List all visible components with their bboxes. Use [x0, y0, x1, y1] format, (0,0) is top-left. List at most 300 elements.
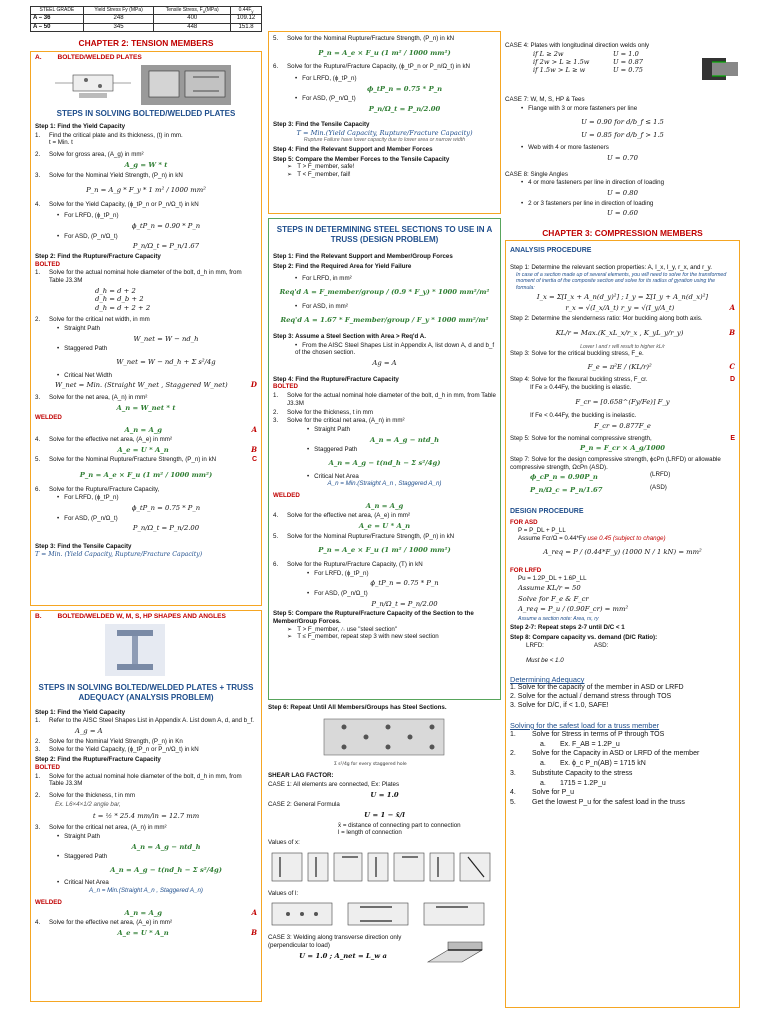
- bullet: • For ASD, (P_n/Ω_t): [57, 515, 257, 523]
- equation: W_net = W − nd_h + Σ s²/4g: [116, 358, 216, 367]
- equation: U = 0.70: [607, 154, 638, 163]
- equation: P_n = F_cr × A_g/1000: [579, 444, 666, 453]
- tag-b: B: [729, 328, 735, 338]
- equation: ϕ_tP_n = 0.75 * P_n: [366, 84, 443, 93]
- case-3: CASE 3: Welding along transverse direction only (perpendicular to load): [268, 934, 402, 949]
- equation: P_n = A_g * F_y * 1 m² / 1000 mm²: [86, 186, 206, 195]
- bullet: • 4 or more fasteners per line in direction of loading: [521, 179, 740, 187]
- bullet: • Staggered Path: [57, 853, 257, 861]
- cell-fu: 400: [154, 15, 231, 24]
- condition-elastic: If Fe ≥ 0.44Fy, the buckling is elastic.: [530, 384, 632, 392]
- step-text: Solve for the thickness, t in mm: [49, 792, 135, 800]
- bullet: • Straight Path: [57, 833, 257, 841]
- design-step-2-7: Step 2-7: Repeat steps 2-7 until D/C < 1: [510, 624, 625, 632]
- bullet: • For LRFD, (ϕ_tP_n): [307, 570, 496, 578]
- tag-e: E: [730, 434, 735, 442]
- welded-label: WELDED: [35, 414, 62, 422]
- equation: r_x = √(I_x/A_t) r_y = √(I_y/A_t): [565, 303, 675, 312]
- list-item: 3. Solve for the net area, (A_n) in mm²: [35, 394, 257, 402]
- equation: U = 0.60: [607, 209, 638, 218]
- bullet: • Critical Net Area: [57, 879, 257, 887]
- chapter-2-title: CHAPTER 2: TENSION MEMBERS: [78, 38, 214, 49]
- equation-row: [510, 363, 735, 371]
- equation: A_e = U * A_n: [117, 928, 169, 937]
- tag-b: B: [251, 927, 257, 937]
- equation: P_n/Ω_t = P_n/2.00: [371, 599, 438, 608]
- step-text: Solve for the Nominal Rupture/Fracture Strength, (P_n) in kN: [287, 532, 455, 540]
- equation: ϕ_cP_n = 0.90P_n: [530, 473, 598, 482]
- equation: P_n = A_e × F_u (1 m² / 1000 mm²): [318, 546, 451, 555]
- equation: A_n = A_g − ntd_h: [131, 842, 201, 851]
- solve-fe: Solve for F_e & F_cr: [518, 594, 589, 603]
- case-4-condition: if 1.5w > L ≥ w: [533, 66, 586, 75]
- list-item: 1. Solve for the actual nominal hole diameter of the bolt, d_h in mm, from Table J3.3M: [273, 392, 496, 407]
- step-1: Step 1: Find the Yield Capacity: [35, 708, 126, 716]
- step-text: t = Min. t: [49, 139, 73, 147]
- assume-asd: Assume Fcr/Ω = 0.44*Fy: [518, 534, 586, 542]
- step-4: Step 4: Find the Rupture/Fracture Capacity: [273, 375, 399, 383]
- equation: P_n/Ω_t = P_n/2.00: [132, 524, 200, 533]
- tag-a: A: [251, 424, 257, 434]
- equation-row: [35, 446, 257, 454]
- equation: W_net = Min. (Straight W_net , Staggered W_net): [55, 381, 228, 390]
- case-4-block: [505, 42, 740, 88]
- table-row: [31, 15, 262, 24]
- step-text: Solve for gross area, (A_g) in mm²: [49, 151, 144, 159]
- equation-row: [35, 426, 257, 434]
- list-item: 6. Solve for the Rupture/Fracture Capacity,: [35, 486, 257, 494]
- equation: A_n = A_g − t(nd_h − Σ s²/4g): [110, 865, 222, 874]
- list-item: 4. Solve for P_u: [510, 789, 735, 798]
- continued-box: [268, 31, 501, 214]
- arrow-item: ➢ T ≤ F_member, repeat step 3 with new steel section: [287, 633, 496, 641]
- adequacy-item: 3. Solve for D/C, if < 1.0, SAFE!: [510, 701, 609, 709]
- tag-b: B: [251, 445, 257, 454]
- steps-b-title: STEPS IN SOLVING BOLTED/WELDED PLATES + TRUSS ADEQUACY (ANALYSIS PROBLEM): [38, 682, 254, 702]
- equation: F_e = π²E / (KL/r)²: [587, 362, 652, 371]
- column-1: [30, 0, 262, 1002]
- step-text: 1715 = 1.2P_u: [560, 779, 606, 787]
- bullet: • From the AISC Steel Shapes List in Appendix A, list down A, d and b_f of the chosen section.: [295, 342, 496, 358]
- equation: P_n = A_e × F_u (1 m² / 1000 mm²): [79, 471, 213, 480]
- welded-plate-photo: [141, 65, 231, 105]
- equation: A_e = U * A_n: [117, 446, 169, 454]
- equation: t = ½ * 25.4 mm/in = 12.7 mm: [92, 811, 200, 820]
- step-text: Solve for the critical net width, in mm: [49, 316, 150, 324]
- equation: P_n/Ω_t = P_n/2.00: [368, 104, 441, 113]
- dc-row: [526, 642, 735, 650]
- equation: A_n = A_g: [365, 501, 404, 510]
- transverse-weld-diagram: [422, 934, 492, 968]
- case-3-text: [268, 934, 418, 968]
- header-044fy: $0.44F_y$: [231, 7, 262, 15]
- step-3: Step 3: Assume a Steel Section with Area > Req'd A.: [273, 332, 426, 340]
- equation: U = 0.80: [607, 189, 638, 198]
- bullet: • Critical Net Width: [57, 372, 257, 380]
- arrow-item: ➢ T > F_member, ∴ use "steel section": [287, 626, 496, 634]
- cell-044fy: 109.12: [231, 15, 262, 24]
- equation: d_h = d + 2 + 2: [95, 303, 151, 312]
- list-item: 4. Solve for the effective net area, (A_e) in mm²: [35, 919, 257, 927]
- step-text: Solve for the effective net area, (A_e) in mm²: [49, 436, 173, 444]
- equation: W_net = W − nd_h: [133, 334, 199, 343]
- svg-text:Σ s²/4g for every staggered h: Σ s²/4g for every staggered hole: [334, 761, 407, 767]
- list-item: 2. Solve for the thickness, t in mm: [35, 792, 257, 800]
- asd-label: (ASD): [650, 483, 667, 491]
- equation: P_n/Ω_c = P_n/1.67: [530, 485, 603, 494]
- column-3: [505, 0, 740, 1008]
- equation: U = 0.85 for d/b_f > 1.5: [581, 130, 664, 139]
- step-text: Ex. F_AB = 1.2P_u: [560, 740, 620, 748]
- w-shape-diagram: [105, 624, 165, 676]
- equation: Req'd A = 1.67 * F_member/group / F_y * 1000 mm²/m²: [280, 316, 489, 325]
- equation: ϕ_tP_n = 0.75 * P_n: [370, 579, 439, 588]
- staggered-bolt-diagram: [314, 715, 454, 767]
- list-item: 2. Solve for the thickness, t in mm: [273, 409, 496, 417]
- list-item: 3. Solve for the Yield Capacity, (ϕ_tP_n or P_n/Ω_t) in kN: [35, 746, 257, 754]
- case-3-row: [268, 934, 501, 968]
- part-a-letter: A.: [35, 53, 42, 61]
- equation: F_cr = [0.658^(Fy/Fe)] F_y: [575, 397, 670, 406]
- table-header-row: [31, 7, 262, 15]
- bullet: • For ASD, (P_n/Ω_t): [295, 95, 496, 103]
- part-a-figures: [53, 65, 257, 105]
- equation: Ag = A: [372, 359, 397, 368]
- bolted-label: BOLTED: [273, 383, 298, 391]
- bullet: • Staggered Path: [307, 446, 496, 454]
- design-heading: DESIGN PROCEDURE: [510, 508, 584, 516]
- cell-fy: 345: [83, 23, 154, 32]
- case-4-value: U = 0.75: [613, 66, 643, 75]
- step-text: Solve for the Rupture/Fracture Capacity,: [49, 485, 160, 493]
- step-text: Solve for the effective net area, (A_e) in mm²: [287, 512, 411, 520]
- part-b-title: BOLTED/WELDED W, M, S, HP SHAPES AND ANGLES: [57, 612, 226, 620]
- step-text: Solve for P_u: [532, 789, 575, 797]
- arrow-item: ➢ T > F_member, safe!: [287, 163, 496, 171]
- analysis-step-7: Step 7: Solve for the design compressive strength, ϕcPn (LRFD) or allowable compressive strength, ΩcPn (ASD).: [510, 455, 721, 471]
- note-text: In case of a section made up of several elements, you will need to solve for the transformed moment of inertia of the composite section and solve for its radius of gyration using the formula:: [516, 271, 727, 291]
- adequacy-item: 2. Solve for the actual / demand stress through TOS: [510, 693, 672, 701]
- equation: A_e = U * A_n: [358, 522, 411, 531]
- values-x-label: Values of x:: [268, 839, 300, 847]
- step-2: Step 2: Find the Required Area for Yield Failure: [273, 262, 412, 270]
- capacity-grid: [530, 471, 735, 496]
- list-item: 2. Solve for gross area, (A_g) in mm²: [35, 151, 257, 159]
- dc-asd: ASD:: [593, 641, 609, 649]
- step-5: Step 5: Compare the Member Forces to the Tensile Capacity: [273, 155, 450, 163]
- step-2: Step 2: Find the Rupture/Fracture Capacity: [35, 252, 161, 260]
- equation: A_g = W * t: [124, 160, 168, 169]
- example-text: Ex. L6×4×1/2 angle bar,: [55, 800, 121, 808]
- bolted-label: BOLTED: [35, 763, 60, 771]
- tag-a: A: [251, 907, 257, 917]
- tag-a: A: [729, 302, 735, 312]
- list-item: 1. Refer to the AISC Steel Shapes List in Appendix A. List down A, d, and b_f.: [35, 717, 257, 725]
- equation: A_req = P / (0.44*F_y) (1000 N / 1 kN) = mm²: [543, 548, 702, 557]
- step-text: Solve for the effective net area, (A_e) in mm²: [49, 919, 173, 927]
- step-text: Solve for the Nominal Yield Strength, (P_n) in Kn: [49, 737, 183, 745]
- list-item: a. Ex. F_AB = 1.2P_u: [540, 741, 735, 750]
- case-8: CASE 8: Single Angles: [505, 170, 568, 178]
- list-item: 5. Get the lowest P_u for the safest load in the truss: [510, 799, 735, 808]
- steps-a-title: STEPS IN SOLVING BOLTED/WELDED PLATES: [56, 108, 236, 118]
- tag-c: C: [251, 456, 257, 464]
- step-text: Solve for the Nominal Yield Strength, (P_n) in kN: [49, 172, 183, 180]
- list-item: 3. Solve for the Nominal Yield Strength, (P_n) in kN: [35, 172, 257, 180]
- bullet: • For ASD, (P_n/Ω_t): [307, 590, 496, 598]
- longitudinal-weld-diagram: [700, 52, 740, 88]
- list-item: 3. Substitute Capacity to the stress: [510, 770, 735, 779]
- equation-row: [55, 381, 257, 389]
- tag-d: D: [729, 376, 735, 384]
- list-item: 4. Solve for the Yield Capacity, (ϕ_tP_n or P_n/Ω_t) in kN: [35, 201, 257, 209]
- case-7: CASE 7: W, M, S, HP & Tees: [505, 96, 585, 103]
- bolted-label: BOLTED: [35, 260, 60, 268]
- step-text: Solve for the Yield Capacity, (ϕ_tP_n or P_n/Ω_t) in kN: [49, 746, 199, 754]
- equation: U = 1 − x̄/l: [364, 811, 405, 820]
- column-2: [268, 0, 501, 968]
- step-4: Step 4: Find the Relevant Support and Member Forces: [273, 145, 433, 153]
- bolted-plate-diagram: [53, 65, 133, 103]
- part-b-box: [30, 610, 262, 1002]
- case-4-condition: if 2w > L ≥ 1.5w: [533, 57, 590, 66]
- step-text: Solve for the Nominal Rupture/Fracture Strength, (P_n) in kN: [287, 35, 455, 42]
- equation: A_req = P_u / (0.90F_cr) = mm²: [518, 605, 629, 614]
- step-text: Solve for the actual nominal hole diameter of the bolt, d_h in mm, from Table J3.3M: [49, 772, 242, 788]
- bullet: • For ASD, in mm²: [295, 303, 496, 311]
- note-text: Assume a section note: Area, rx, ry: [518, 615, 599, 622]
- list-item: 4. Solve for the effective net area, (A_e) in mm²: [273, 512, 496, 520]
- bullet: • Staggered Path: [57, 345, 257, 353]
- analysis-step-4: Step 4: Solve for the flexural buckling stress, F_cr.: [510, 376, 648, 384]
- step-text: Solve for the Capacity in ASD or LRFD of the member: [532, 750, 700, 758]
- equation: A_n = A_g − t(nd_h − Σ s²/4g): [328, 459, 441, 468]
- list-item: 2. Solve for the Capacity in ASD or LRFD of the member: [510, 750, 735, 759]
- analysis-step-1: Step 1: Determine the relevant section properties: A, I_x, I_y, r_x, and r_y.: [510, 264, 712, 272]
- step-text: Substitute Capacity to the stress: [532, 769, 633, 777]
- step-text: Refer to the AISC Steel Shapes List in Appendix A. List down A, d, and b_f.: [49, 717, 255, 725]
- step-text: Solve for Stress in terms of P through TOS: [532, 730, 665, 738]
- cell-fu: 448: [154, 23, 231, 32]
- step-3: Step 3: Find the Tensile Capacity: [273, 121, 370, 129]
- step-text: Solve for the Rupture/Fracture Capacity, (T) in kN: [287, 560, 423, 568]
- step-text: Solve for the thickness, t in mm: [287, 408, 373, 416]
- list-item: a. Ex. ϕ_c P_n(AB) = 1715 kN: [540, 760, 735, 769]
- list-item: 2. Solve for the Nominal Yield Strength, (P_n) in Kn: [35, 738, 257, 746]
- list-item: 3. Solve for the critical net area, (A_n) in mm²: [273, 417, 496, 425]
- step-1: Step 1: Find the Yield Capacity: [35, 122, 126, 130]
- equation: ϕ_tP_n = 0.75 * P_n: [131, 504, 201, 513]
- design-step-8: Step 8: Compare capacity vs. demand (D/C Ratio):: [510, 633, 658, 641]
- chapter-3-title: CHAPTER 3: COMPRESSION MEMBERS: [542, 227, 703, 238]
- bullet: • Straight Path: [307, 426, 496, 434]
- list-item: 4. Solve for the effective net area, (A_e) in mm²: [35, 436, 257, 444]
- part-a-box: [30, 51, 262, 606]
- welded-label: WELDED: [35, 898, 62, 906]
- header-grade: STEEL GRADE: [31, 7, 84, 15]
- equation: U = 1.0 ; A_net = L_w a: [299, 951, 387, 960]
- list-item: a. 1715 = 1.2P_u: [540, 780, 735, 789]
- list-item: 1. Solve for Stress in terms of P through TOS: [510, 731, 735, 740]
- list-item: 1. Solve for the actual nominal hole diameter of the bolt, d_h in mm, from Table J3.3M: [35, 269, 257, 285]
- analysis-step-5-row: [510, 435, 735, 443]
- note-text: Rupture Failure have lower capacity due to lower area or narrow width: [303, 137, 466, 144]
- equation: T = Min.(Yield Capacity, Rupture/Fracture Capacity): [296, 129, 473, 138]
- analysis-step-3: Step 3: Solve for the critical buckling stress, F_e.: [510, 350, 644, 358]
- note-text: Lower I and r will result to higher kL/r: [580, 343, 665, 350]
- equation: ϕ_tP_n = 0.90 * P_n: [131, 222, 201, 231]
- part-a-title: BOLTED/WELDED PLATES: [57, 53, 142, 61]
- equation: A_n = A_g − ntd_h: [369, 435, 440, 444]
- step-text: Solve for the Rupture/Fracture Capacity, (ϕ_tP_n or P_n/Ω_t) in kN: [287, 63, 471, 71]
- bullet: • Flange with 3 or more fasteners per line: [521, 105, 740, 113]
- case-2: CASE 2: General Formula: [268, 801, 340, 809]
- step-text: Solve for the net area, (A_n) in mm²: [49, 393, 148, 401]
- shear-lag-title: SHEAR LAG FACTOR:: [268, 771, 334, 779]
- list-item: 1. Find the critical plate and its thickness, (t) in mm. t = Min. t: [35, 131, 183, 147]
- analysis-heading: ANALYSIS PROCEDURE: [510, 247, 592, 255]
- values-l-label: Values of l:: [268, 889, 299, 897]
- cell-grade: A – 50: [31, 23, 84, 32]
- bullet: • For LRFD, in mm²: [295, 275, 496, 283]
- definition-x: x̄ = distance of connecting part to connection: [338, 821, 461, 829]
- list-item: 3. Solve for the critical net area, (A_n) in mm²: [35, 824, 257, 832]
- step-text: Get the lowest P_u for the safest load in the truss: [532, 799, 685, 807]
- step-text: Solve for the Yield Capacity, (ϕ_tP_n or P_n/Ω_t) in kN: [49, 200, 199, 208]
- header-fu: Tensile Stress, $F_u(MPa)$: [154, 7, 231, 15]
- equation: d_h = d_b + 2: [95, 295, 144, 304]
- design-title: STEPS IN DETERMINING STEEL SECTIONS TO USE IN A TRUSS (DESIGN PROBLEM): [276, 225, 493, 244]
- cell-044fy: 151.8: [231, 23, 262, 32]
- equation: A_n = A_g: [124, 908, 163, 917]
- assume-asd-row: [518, 535, 735, 543]
- case-1: CASE 1: All elements are connected, Ex: Plates: [268, 781, 400, 789]
- bullet: • For LRFD, (ϕ_tP_n): [57, 212, 257, 220]
- part-b-figures: [105, 624, 257, 679]
- case-4-condition: if L ≥ 2w: [533, 49, 564, 58]
- case-4-value: U = 1.0: [613, 49, 639, 58]
- bullet: • For LRFD, (ϕ_tP_n): [295, 75, 496, 83]
- bullet: • Critical Net Area: [307, 473, 496, 481]
- part-b-letter: B.: [35, 612, 42, 620]
- list-item: 5. Solve for the Nominal Rupture/Fracture Strength, (P_n) in kN: [273, 35, 496, 43]
- equation: P_n/Ω_t = P_n/1.67: [132, 242, 200, 251]
- analysis-step-2: Step 2: Determine the slenderness ratio: f4or buckling along both axis.: [510, 315, 703, 323]
- bullet: • Web with 4 or more fasteners: [521, 144, 740, 152]
- adequacy-item: 1. Solve for the capacity of the member in ASD or LRFD: [510, 684, 684, 692]
- step-1: Step 1: Find the Relevant Support and Member/Group Forces: [273, 253, 453, 260]
- part-a-heading: [35, 54, 257, 62]
- values-x-diagram: [268, 849, 498, 885]
- for-lrfd-label: FOR LRFD: [510, 566, 542, 574]
- list-item: 1. Solve for the actual nominal hole diameter of the bolt, d_h in mm, from Table J3.3M: [35, 773, 257, 789]
- equation: U = 0.90 for d/b_f ≤ 1.5: [581, 117, 664, 126]
- step-text: Solve for the critical net area, (A_n) in mm²: [287, 417, 405, 425]
- analysis-step-4-row: [510, 376, 735, 384]
- equation-row: [510, 329, 735, 337]
- step-text: Ex. ϕ_c P_n(AB) = 1715 kN: [560, 760, 646, 768]
- must-note: Must be < 1.0: [526, 657, 564, 665]
- equation: Req'd A = F_member/group / (0.9 * F_y) * 1000 mm²/m²: [279, 288, 490, 297]
- equation: A_n = A_g: [124, 425, 163, 434]
- dc-lrfd: LRFD:: [526, 641, 544, 649]
- equation-row: [510, 304, 735, 312]
- welded-label: WELDED: [273, 492, 300, 500]
- tag-c: C: [729, 361, 735, 371]
- equation: KL/r = Max.(K_xL_x/r_x , K_yL_y/r_y): [555, 329, 684, 338]
- bullet: • For LRFD, (ϕ_tP_n): [57, 494, 257, 502]
- assume-kl: Assume KL/r = 50: [518, 584, 581, 593]
- bullet: • For ASD, (P_n/Ω_t): [57, 233, 257, 241]
- equation: P_n = A_e × F_u (1 m² / 1000 mm²): [318, 48, 451, 57]
- list-item: 2. Solve for the critical net width, in mm: [35, 316, 257, 324]
- adequacy-heading: Determining Adequacy: [510, 675, 585, 685]
- case-4-grid: [533, 50, 696, 75]
- condition-inelastic: If Fe < 0.44Fy, the buckling is inelastic.: [530, 412, 637, 420]
- equation: A_g = A: [75, 727, 103, 736]
- tag-d: D: [250, 380, 257, 390]
- step-text: Find the critical plate and its thickness, (t) in mm.: [49, 131, 183, 139]
- use-045-note: use 0.45 (subject to change): [587, 534, 666, 542]
- load-combination: P = P_DL + P_LL: [518, 526, 566, 534]
- step-text: Solve for the actual nominal hole diameter of the bolt, d_h in mm, from Table J3.3M: [49, 269, 242, 285]
- for-asd-label: FOR ASD: [510, 519, 538, 527]
- step-3: Step 3: Find the Tensile Capacity: [35, 542, 132, 550]
- equation: d_h = d + 2: [95, 286, 136, 295]
- step-text: Solve for the actual nominal hole diameter of the bolt, d_h in mm, from Table J3.3M: [287, 392, 496, 407]
- cell-fy: 248: [83, 15, 154, 24]
- values-l-diagram: [268, 899, 498, 929]
- case-4: CASE 4: Plates with longitudinal direction welds only: [505, 42, 650, 49]
- steel-grade-table: [30, 6, 262, 32]
- equation-row: [35, 909, 257, 917]
- bullet: • 2 or 3 fasteners per line in direction of loading: [521, 200, 740, 208]
- equation: F_cr = 0.877F_e: [594, 422, 651, 431]
- equation: I_x = Σ[I_x + A_n(d_y)²] ; I_y = Σ[I_y + A_n(d_x)²]: [536, 293, 709, 302]
- case-4-text: [505, 42, 696, 88]
- chapter-3-box: [505, 240, 740, 1008]
- list-item: 5. Solve for the Nominal Rupture/Fracture Strength, (P_n) in kN C: [35, 456, 257, 464]
- arrow-item: ➢ T < F_member, fail!: [287, 171, 496, 179]
- step-2: Step 2: Find the Rupture/Fracture Capacity: [35, 756, 161, 764]
- safest-load-heading: Solving for the safest load for a truss member: [510, 720, 660, 730]
- table-row: [31, 23, 262, 32]
- equation-row: [35, 929, 257, 937]
- step-6: Step 6: Repeat Until All Members/Groups has Steel Sections.: [268, 704, 447, 711]
- step-text: Solve for the Nominal Rupture/Fracture Strength, (P_n) in kN: [49, 456, 217, 464]
- equation: T = Min. (Yield Capacity, Rupture/Fracture Capacity): [35, 550, 203, 558]
- equation: U = 1.0: [370, 791, 399, 799]
- equation: A_n = W_net * t: [116, 403, 176, 412]
- equation: A_n = Min.(Straight A_n , Staggered A_n): [89, 887, 203, 895]
- step-text: Solve for the critical net area, (A_n) in mm²: [49, 824, 167, 832]
- part-b-heading: [35, 613, 257, 621]
- equation: A_n = Min.(Straight A_n , Staggered A_n): [327, 480, 442, 488]
- design-box: [268, 218, 501, 700]
- list-item: 6. Solve for the Rupture/Fracture Capacity, (T) in kN: [273, 561, 496, 569]
- list-item: 5. Solve for the Nominal Rupture/Fracture Strength, (P_n) in kN: [273, 533, 496, 541]
- analysis-step-5: Step 5: Solve for the nominal compressive strength,: [510, 434, 652, 442]
- cell-grade: A – 36: [31, 15, 84, 24]
- definition-l: l = length of connection: [338, 829, 402, 837]
- bullet: • Straight Path: [57, 325, 257, 333]
- list-item: 6. Solve for the Rupture/Fracture Capacity, (ϕ_tP_n or P_n/Ω_t) in kN: [273, 63, 496, 71]
- case-4-value: U = 0.87: [613, 57, 643, 66]
- step-5: Step 5: Compare the Rupture/Fracture Capacity of the Section to the Member/Group Forces.: [273, 610, 474, 625]
- lrfd-label: (LRFD): [650, 471, 671, 479]
- load-combination: Pu = 1.2P_DL + 1.6P_LL: [518, 574, 587, 582]
- header-fy: Yield Stress Fy (MPa): [83, 7, 154, 15]
